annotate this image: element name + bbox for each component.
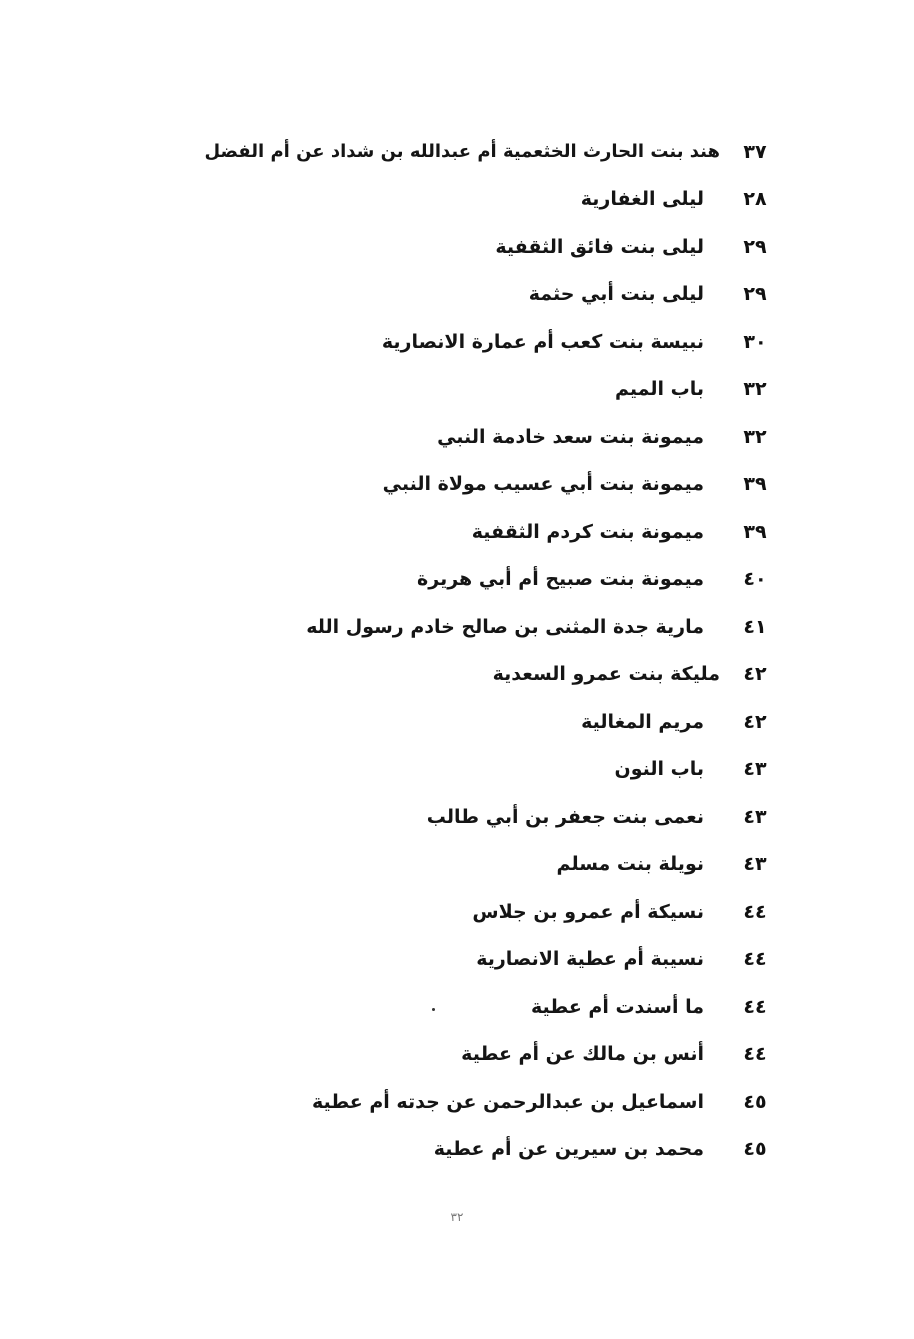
toc-entry (90, 413, 780, 461)
toc-entry-title: اسماعيل بن عبدالرحمن عن جدته أم عطية (312, 1090, 704, 1113)
toc-entry-title: ميمونة بنت سعد خادمة النبي (437, 425, 704, 448)
table-of-contents (90, 128, 780, 1173)
toc-page-number: ٤٤ (743, 995, 767, 1018)
toc-entry (90, 936, 780, 984)
toc-entry (90, 176, 780, 224)
toc-entry-title: أنس بن مالك عن أم عطية (461, 1043, 704, 1066)
toc-entry (90, 556, 780, 604)
toc-entry-title: ما أسندت أم عطية (531, 995, 704, 1018)
toc-page-number: ٤٤ (743, 900, 767, 923)
toc-entry (90, 841, 780, 889)
toc-entry-title: مليكة بنت عمرو السعدية (492, 663, 720, 686)
toc-entry-title: ميمونة بنت صبيح أم أبي هريرة (417, 568, 704, 591)
toc-entry-title: نويلة بنت مسلم (556, 853, 704, 876)
toc-entry-title: نبيسة بنت كعب أم عمارة الانصارية (381, 330, 704, 353)
toc-entry-title: ليلى الغفارية (580, 188, 704, 211)
toc-entry (90, 651, 780, 699)
toc-page-number: ٣٩ (743, 473, 767, 496)
toc-page-number: ٤٣ (743, 853, 767, 876)
toc-entry-title: هند بنت الحارث الخثعمية أم عبدالله بن شداد عن أم الفضل (204, 141, 720, 163)
toc-page-number: ٢٨ (743, 188, 767, 211)
toc-page-number: ٤٣ (743, 758, 767, 781)
toc-page-number: ٤٣ (743, 805, 767, 828)
toc-entry-title: ميمونة بنت كردم الثقفية (471, 520, 704, 543)
ink-speck (432, 1008, 435, 1011)
toc-entry (90, 1126, 780, 1174)
toc-entry (90, 223, 780, 271)
toc-entry (90, 461, 780, 509)
toc-entry-title: مارية جدة المثنى بن صالح خادم رسول الله (306, 615, 704, 638)
toc-page-number: ٤٤ (743, 1043, 767, 1066)
toc-entry-title: مريم المغالية (581, 710, 704, 733)
toc-entry (90, 698, 780, 746)
toc-entry-title: ليلى بنت أبي حثمة (528, 283, 704, 306)
toc-entry (90, 508, 780, 556)
toc-page-number: ٤٥ (743, 1138, 767, 1161)
toc-page-number: ٤٠ (743, 568, 767, 591)
toc-entry-title: محمد بن سيرين عن أم عطية (433, 1138, 704, 1161)
toc-entry (90, 1031, 780, 1079)
toc-page-number: ٢٩ (743, 235, 767, 258)
toc-page-number: ٣٢ (743, 378, 767, 401)
toc-entry (90, 603, 780, 651)
toc-page-number: ٤٤ (743, 948, 767, 971)
toc-page-number: ٣٩ (743, 520, 767, 543)
toc-entry (90, 888, 780, 936)
toc-entry (90, 128, 780, 176)
toc-page-number: ٤٢ (743, 710, 767, 733)
toc-entry-title: باب الميم (614, 378, 704, 401)
toc-page-number: ٤٢ (743, 663, 767, 686)
toc-entry (90, 271, 780, 319)
toc-entry-title: نسيكة أم عمرو بن جلاس (472, 900, 704, 923)
toc-entry-title: باب النون (614, 758, 704, 781)
toc-entry-title: ميمونة بنت أبي عسيب مولاة النبي (382, 473, 704, 496)
toc-page-number: ٣٢ (743, 425, 767, 448)
toc-entry (90, 318, 780, 366)
page-number-footer: ٣٢ (450, 1210, 464, 1224)
toc-entry (90, 793, 780, 841)
toc-section-heading (90, 746, 780, 794)
toc-page-number: ٣٠ (743, 330, 767, 353)
toc-page-number: ٢٩ (743, 283, 767, 306)
toc-entry-title: ليلى بنت فائق الثقفية (495, 235, 704, 258)
toc-page-number: ٣٧ (743, 140, 767, 163)
toc-page-number: ٤٥ (743, 1090, 767, 1113)
toc-entry (90, 983, 780, 1031)
toc-entry-title: نعمى بنت جعفر بن أبي طالب (426, 805, 704, 828)
toc-page-number: ٤١ (743, 615, 767, 638)
toc-entry (90, 1078, 780, 1126)
toc-section-heading (90, 366, 780, 414)
toc-entry-title: نسيبة أم عطية الانصارية (476, 948, 704, 971)
